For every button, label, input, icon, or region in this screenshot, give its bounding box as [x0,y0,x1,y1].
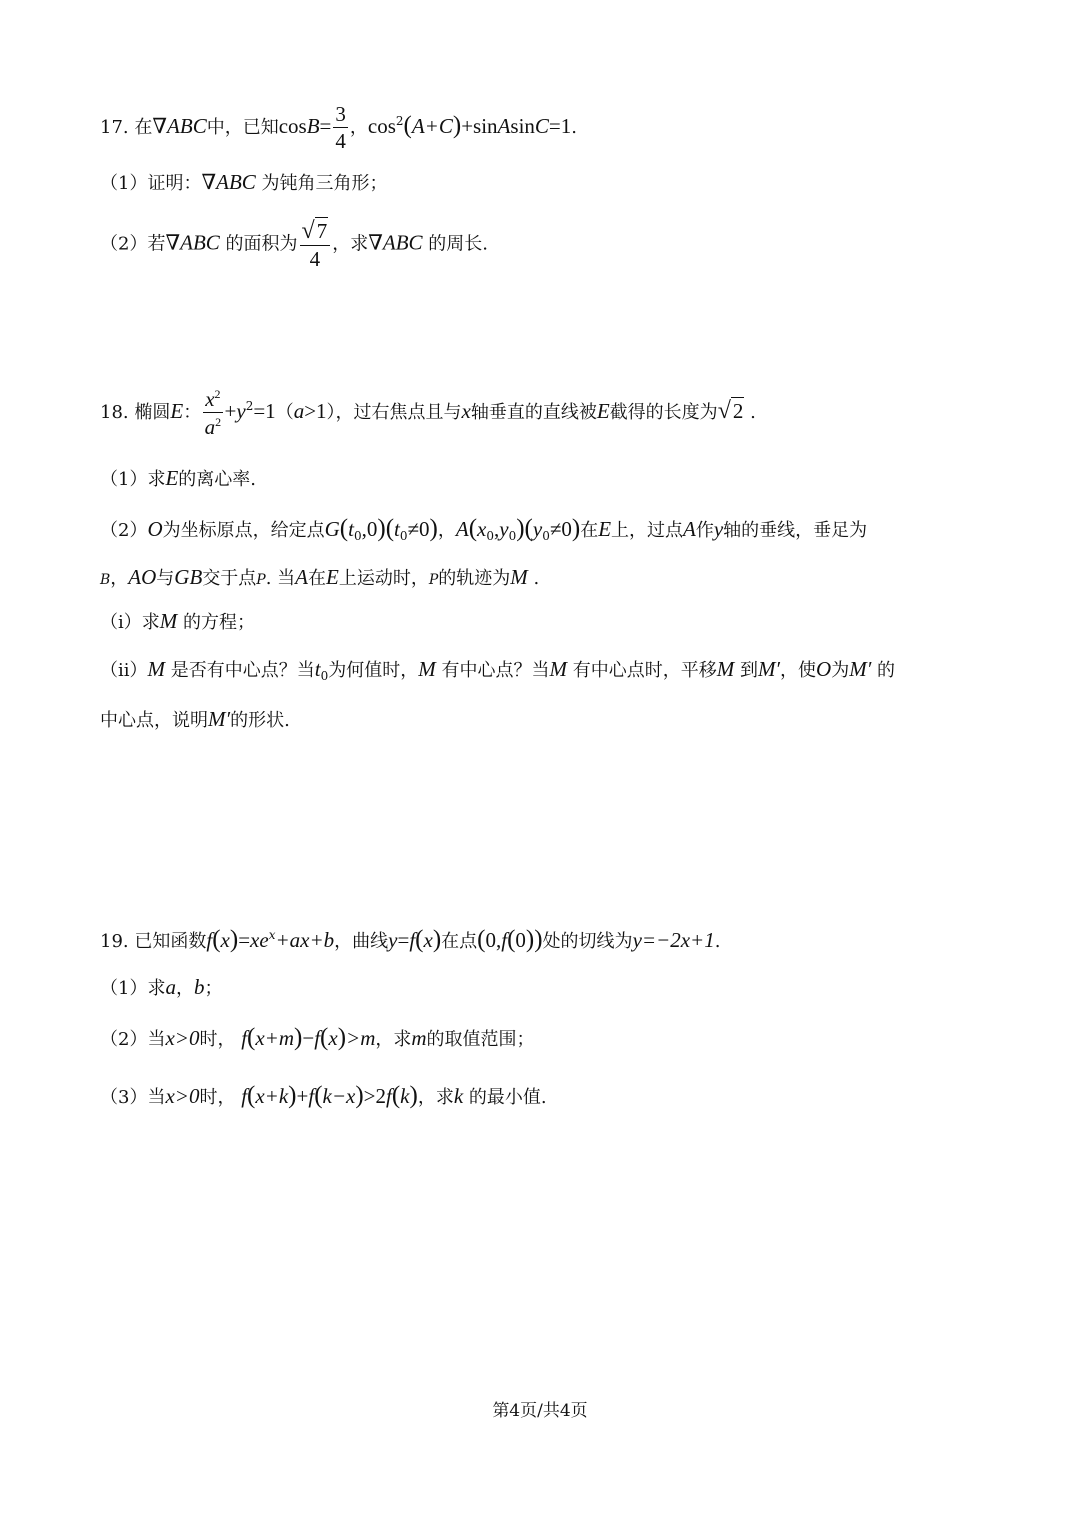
coord-zero: ,0 [361,517,378,541]
q18-number: 18. [100,402,129,423]
q18-var-e: E [165,466,179,490]
q18-text: 上，过点 [611,520,684,541]
q17-eq: = [319,114,332,138]
paren: ) [288,1082,297,1109]
q17-cos: cos [278,114,307,138]
q18-text: 是否有中心点？当 [170,660,315,681]
semicolon: ； [204,978,223,999]
q18-part1 [100,468,990,489]
q18-text: 截得的长度为 [609,402,718,423]
var-f: f [409,928,416,952]
var-m-prime: M′ [208,707,231,731]
subscript: 0 [486,529,494,543]
q18-var-e: E [170,399,184,423]
var-x: x [477,517,487,541]
var-m: M [159,609,178,633]
fraction-numerator: 3 [335,102,346,126]
var-m: M [716,657,735,681]
var-f: f [241,1084,248,1108]
q17-part2-text: 的面积为 [225,233,298,255]
q19-part2 [100,1025,990,1050]
var-m-prime: M′ [757,657,781,681]
q17-text: 在 [134,117,153,138]
var-f: f [314,1026,321,1050]
q17-fraction-3-4 [333,104,348,152]
q17-var-c: C [534,114,549,138]
paren: ( [339,515,349,542]
var-a: a [204,415,216,439]
comma: , [493,517,500,541]
gt-two: >2 [363,1084,386,1108]
paren: ( [524,515,533,542]
var-x: x [328,1026,338,1050]
q18-text: 作 [695,520,714,541]
q17-period: . [571,117,577,138]
paren: ( [247,1082,256,1109]
q19-text: 处的切线为 [542,931,633,952]
q17-sin: sin [510,114,535,138]
q17-number: 17. [100,117,129,138]
q18-text: 中心点，说明 [100,710,208,731]
zero: 0 [515,928,526,952]
q17-fraction-root7-4 [300,219,331,270]
var-k: k [453,1084,464,1108]
paren: ) [516,515,525,542]
gt-m: >m [346,1026,376,1050]
q19-part2-label: （2）当 [100,1029,166,1050]
q18-text: ，过右焦点且与 [335,402,462,423]
var-f: f [386,1084,392,1108]
q18-text: 在 [580,520,599,541]
var-a: a [293,399,305,423]
paren: ( [403,112,412,139]
q18-part2-i [100,611,990,632]
var-x: x [220,928,230,952]
q17-triangle: ABC [382,230,423,255]
subscript: 0 [320,669,329,683]
q19-part1 [100,977,990,998]
subscript: 0 [508,529,517,543]
triangle-symbol: ∇ [152,114,168,138]
paren: ( [468,515,478,542]
q18-fraction-x2-a2 [203,388,222,438]
var-b: B [100,572,111,588]
q18-part2-line2 [100,567,990,588]
q17-part2-text: 的周长. [428,233,489,255]
arg: x+m [255,1026,295,1050]
var-f: f [241,1026,248,1050]
q17-part2-text: ，求 [332,233,369,255]
q19-text: ，求 [375,1029,412,1050]
exponent: x [268,928,276,942]
q17-part1 [100,172,990,193]
q17-eq-one: =1 [548,114,572,138]
var-y: y [499,517,509,541]
neq-zero: ≠0 [407,517,430,541]
paren: ( [314,1082,323,1109]
var-m-prime: M′ [849,657,872,681]
q17-a-plus-c: A+C [411,114,453,138]
q17-var-a: A [497,114,511,138]
triangle-symbol: ∇ [165,230,181,255]
subscript: 0 [399,529,408,543]
q18-text: ，使 [780,660,817,681]
var-t: t [314,657,321,681]
var-m: M [510,565,528,589]
sqrt-2: √2 [717,398,744,424]
q18-text: 的 [877,660,896,681]
var-k: k [400,1084,410,1108]
fraction-numerator: √7 [300,219,331,246]
paren: ) [525,926,535,953]
q18-var-e: E [326,565,339,589]
paren: ) [355,1082,364,1109]
q17-square: 2 [395,114,404,128]
fraction-denominator: 4 [335,129,346,153]
var-p: P [428,572,439,588]
q17-part2-label: （2）若 [100,233,166,255]
var-y: y [713,517,724,541]
var-x: x [205,387,215,411]
q17-var-b: B [306,114,320,138]
var-m: M [418,657,436,681]
paren: ( [212,926,221,953]
q18-text: . 当 [265,568,296,589]
square: 2 [215,415,222,429]
subscript: 0 [353,529,362,543]
paren: ) [337,1024,347,1051]
comma: ， [437,520,456,541]
sqrt-radicand: 2 [732,399,744,423]
q18-text: 有中心点时，平移 [572,660,717,681]
period: . [533,568,540,589]
var-a: a [165,975,176,999]
paren: ( [415,926,424,953]
q18-text: 上运动时， [338,568,429,589]
var-a: A [455,517,469,541]
q19-number: 19. [100,931,129,952]
triangle-symbol: ∇ [368,230,383,255]
var-f: f [501,928,508,952]
var-m: M [147,657,166,681]
var-f: f [206,928,213,952]
sqrt-radicand: 7 [316,219,328,243]
var-x: x [423,928,433,952]
var-g: G [324,517,340,541]
q18-text: 为 [831,660,850,681]
q19-part3-label: （3）当 [100,1087,166,1108]
q19-text: 的取值范围； [426,1029,535,1050]
subscript: 0 [542,529,550,543]
comma: ， [110,568,129,589]
eq-one: =1 [253,399,276,423]
gt-one: >1 [304,399,327,423]
var-y: y [236,399,246,423]
period: . [714,931,721,952]
paren: ( [477,926,486,953]
q19-part1-label: （1）求 [100,978,166,999]
q18-part1-label: （1）求 [100,469,166,490]
q18-text: 为坐标原点，给定点 [162,520,325,541]
term-xe: xe [250,928,269,952]
var-o: O [147,517,163,541]
q18-text: 为何值时， [328,660,419,681]
var-f: f [308,1084,315,1108]
q19-text: 时， [199,1029,236,1050]
q18-text: 与 [156,568,175,589]
paren: ( [385,515,395,542]
var-o: O [816,657,832,681]
q19-part3 [100,1083,990,1108]
var-y: y [388,928,398,952]
var-t: t [348,517,354,541]
neq-zero: ≠0 [549,517,572,541]
period: . [750,402,756,423]
paren: ) [452,112,462,139]
q18-part1-text: 的离心率. [178,469,257,490]
comma: ， [175,978,194,999]
page-footer: 第4页/共4页 [492,1401,588,1421]
square: 2 [245,399,254,413]
q18-text: 椭圆 [134,402,171,423]
paren: ( [507,926,516,953]
q19-text: 时， [199,1087,236,1108]
q17-sin: +sin [461,114,498,138]
q18-text: 的轨迹为 [438,568,511,589]
var-t: t [394,517,400,541]
segment-gb: GB [174,565,203,589]
q17-text: 中，已知 [206,117,279,138]
q18-text: 在 [308,568,326,589]
q18-text: 的方程； [183,612,255,633]
q17-part1-label: （1）证明： [100,173,202,194]
q19-text: ，曲线 [334,931,389,952]
q18-sub-i-label: （ⅰ）求 [100,612,160,633]
eq: = [397,928,410,952]
paren: ( [247,1024,256,1051]
q17-part1-text: 为钝角三角形； [261,173,388,194]
tangent-line: y=−2x+1 [632,928,715,952]
paren: ) [294,1024,303,1051]
fraction-denominator: 4 [309,247,321,271]
q19-text: 已知函数 [134,931,207,952]
plus: + [296,1084,309,1108]
paren: ) [534,926,543,953]
q18-text: 轴的垂线，垂足为 [723,520,868,541]
q18-text: 交于点 [202,568,257,589]
paren: ） [326,402,336,423]
q18-text: 有中心点？当 [441,660,550,681]
q18-stem [100,388,990,438]
q18-text: 到 [739,660,758,681]
q19-text: 在点 [441,931,478,952]
q18-text: 的形状. [230,710,290,731]
q17-triangle: ABC [216,170,256,194]
square: 2 [214,387,221,401]
point-zero: 0, [485,928,502,952]
var-a: A [295,565,308,589]
q18-part2-line1 [100,516,990,542]
eq: = [238,928,251,952]
q17-cos2: cos [367,114,396,138]
paren: ) [229,926,239,953]
var-m: M [549,657,567,681]
q18-text: 轴垂直的直线被 [470,402,597,423]
triangle-symbol: ∇ [201,170,217,194]
q18-part2-label: （2） [100,520,148,541]
paren: ( [391,1082,401,1109]
q18-part2-ii-cont [100,709,990,730]
paren: ( [320,1024,329,1051]
q17-comma: ， [349,117,368,138]
q18-sub-ii-label: （ⅱ） [100,660,148,681]
q17-part2 [100,219,990,270]
arg: k−x [322,1084,356,1108]
paren: ) [571,515,581,542]
paren: ) [409,1082,418,1109]
condition-x-gt-0: x>0 [165,1026,200,1050]
var-a: A [683,517,696,541]
paren: ) [429,515,438,542]
q17-triangle: ABC [180,230,220,255]
q17-triangle: ABC [167,114,207,138]
var-m: m [411,1026,427,1050]
var-b: b [193,975,205,999]
q19-stem [100,927,990,952]
arg: x+k [255,1084,289,1108]
q19-text: ，求 [417,1087,454,1108]
term-rest: +ax+b [275,928,335,952]
paren: ) [377,515,386,542]
condition-x-gt-0: x>0 [165,1084,200,1108]
plus: + [224,399,237,423]
q19-text: 的最小值. [468,1087,547,1108]
paren: ) [432,926,442,953]
segment-ao: AO [128,565,157,589]
q18-colon: ： [183,402,202,423]
var-y: y [532,517,543,541]
q17-stem [100,104,990,152]
q18-var-e: E [598,517,612,541]
paren: （ [275,402,294,423]
minus: − [302,1026,315,1050]
var-x: x [461,399,471,423]
q18-var-e: E [596,399,610,423]
q18-part2-ii [100,659,990,682]
var-p: P [256,572,266,588]
